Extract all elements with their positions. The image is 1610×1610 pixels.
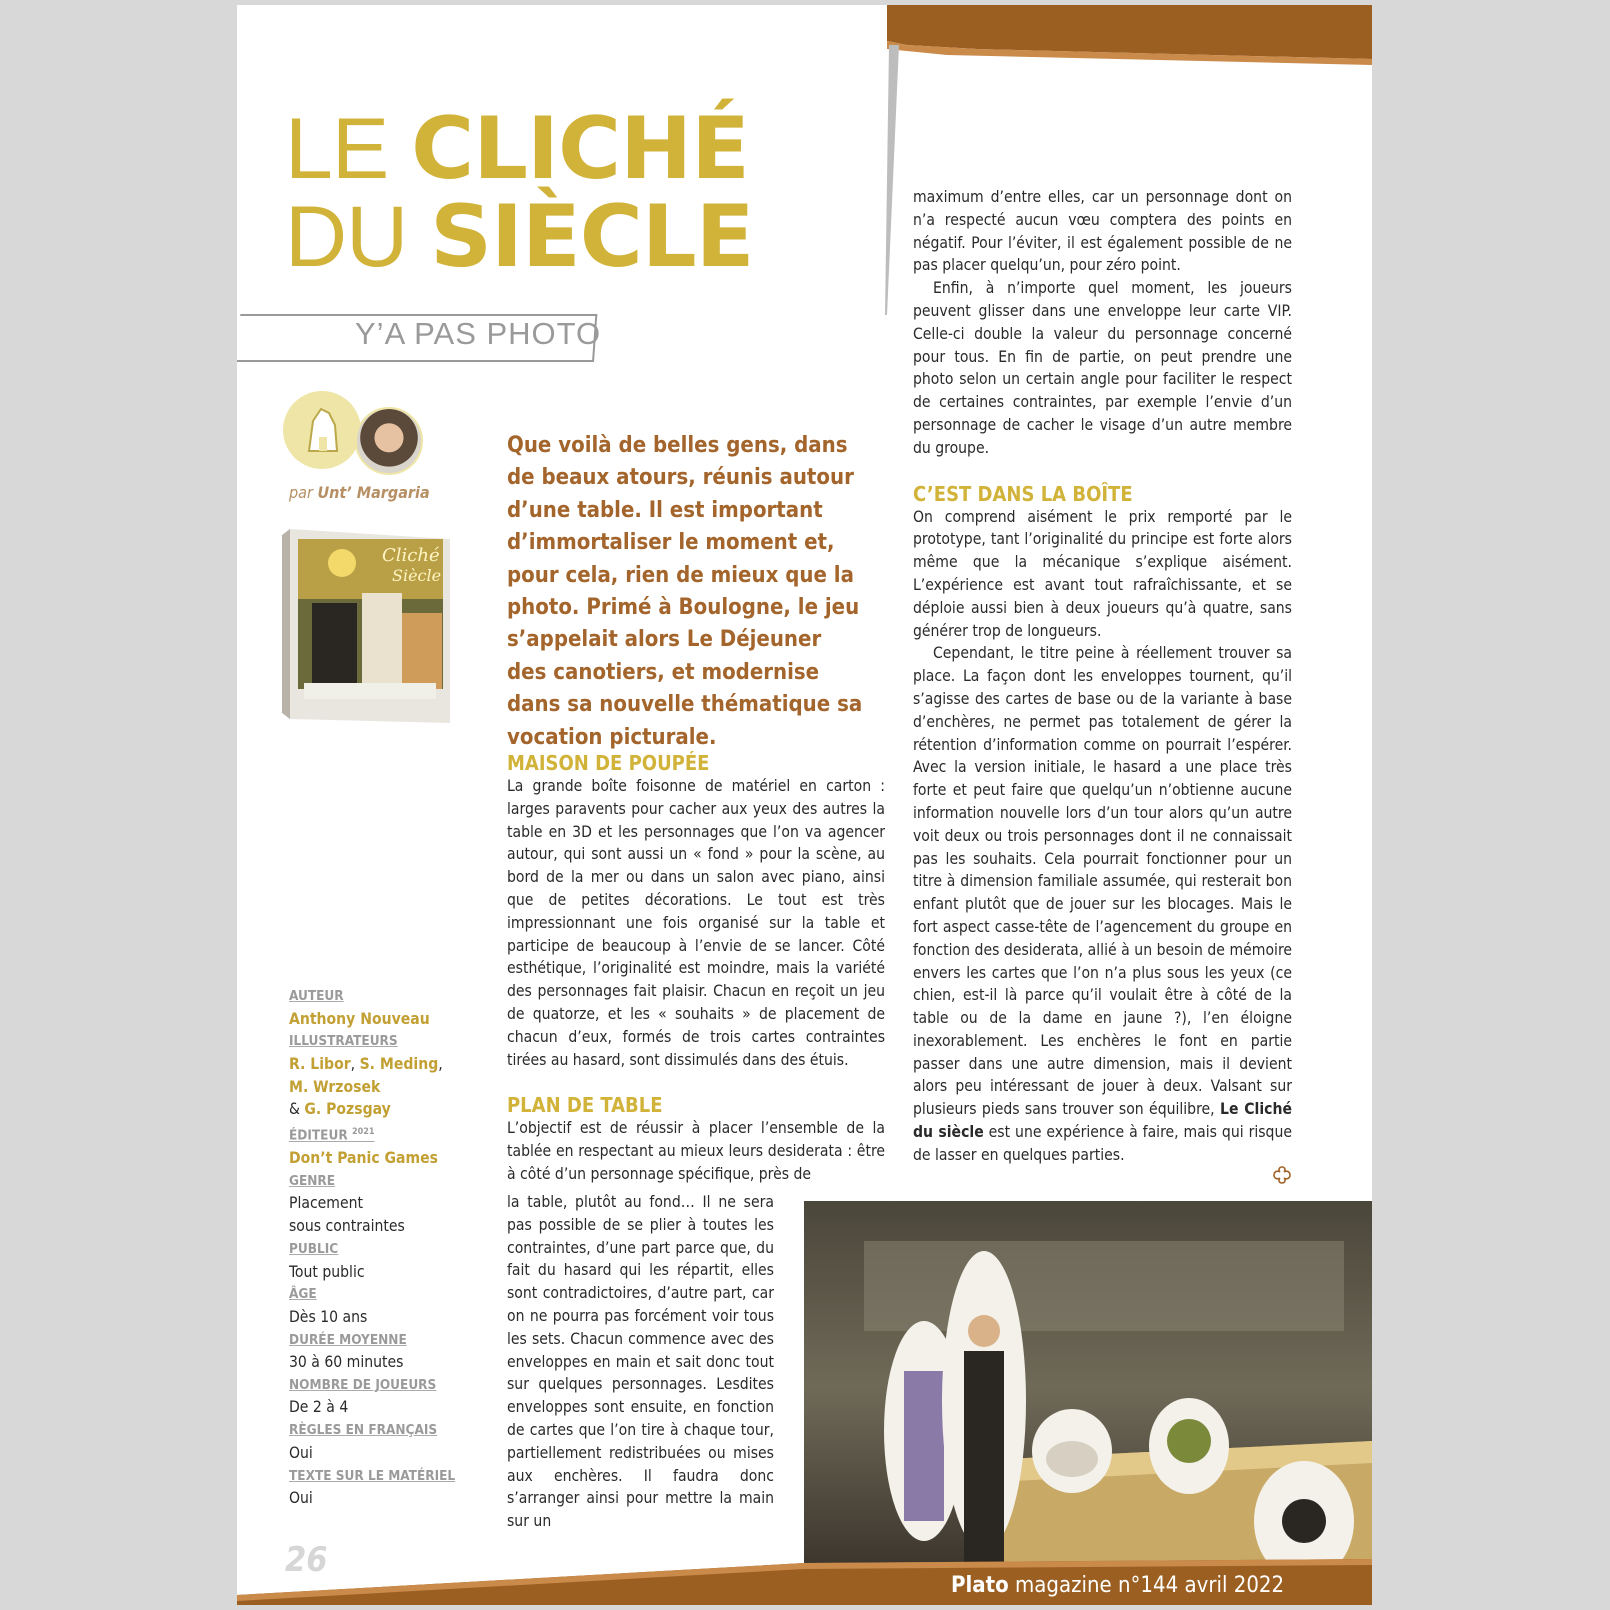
spec-editeur: Don’t Panic Games: [289, 1149, 438, 1168]
game-table-photo: [804, 1201, 1372, 1573]
spec-label-public: PUBLIC: [289, 1241, 339, 1258]
spec-label-regles: RÈGLES EN FRANÇAIS: [289, 1422, 438, 1439]
top-decorative-band: [887, 5, 1372, 65]
spec-age: Dès 10 ans: [289, 1307, 368, 1326]
spec-genre-1: Placement: [289, 1194, 363, 1213]
magazine-page: [237, 5, 1372, 1605]
spec-illustrateurs-row1: R. Libor, S. Meding,: [289, 1054, 443, 1073]
spec-illustrateurs-row2: M. Wrzosek: [289, 1077, 381, 1096]
column-three: [913, 186, 1292, 1167]
spec-joueurs: De 2 à 4: [289, 1398, 349, 1417]
author-avatar: [355, 407, 423, 475]
magazine-footer: Plato magazine n°144 avril 2022: [951, 1573, 1285, 1598]
text-col3-p2: Enfin, à n’importe quel moment, les joueurs peuvent glisser dans une enveloppe leur carte VIP. Celle-ci double la valeur du personnage concerné pour tous. En fin de partie, on peut prendre une photo selon un certain angle pour faciliter le respect de certaines contraintes, par exemple l’envie d’un personnage de cacher le visage d’un autre membre du groupe.: [913, 279, 1292, 457]
svg-text:Siècle: Siècle: [392, 566, 442, 585]
section-plan-continued: [507, 1191, 774, 1533]
text-col3-p4: Cependant, le titre peine à réellement trouver sa place. La façon dont les enveloppes tournent, qu’il s’agisse des cartes de base ou de la variante à base d’enchères, ne permet pas totalement de gérer la rétention d’information comme on pourrait l’espérer. Avec la version initiale, le hasard a une place très forte et peut faire que quelqu’un n’obtienne aucune information nouvelle lors d’un tour alors qu’un autre voit deux ou trois personnages dont il ne connaissait pas les souhaits. Cela pourrait fonctionner pour un titre à dimension familiale assumée, qui resterait bon enfant plutôt que de jouer sur les blocages. Mais le fort aspect casse-tête de l’agencement du groupe en fonction des desiderata, allié à un besoin de mémoire envers les cartes que l’on n’a plus sous les yeux (ce chien, est-il là parce qu’il voulait être à côté de la table ou de la dame en jaune ?), l’en éloigne inexorablement. Les enchères le font en partie passer dans une autre dimension, mais il devient alors peu intéressant de jouer à deux. Valsant sur plusieurs pieds sans trouver son équilibre, Le Cliché du siècle est une expérience à faire, mais qui risque de lasser en quelques parties.: [913, 644, 1292, 1164]
byline: par Unt’ Margaria: [289, 483, 430, 502]
text-col3-p3: On comprend aisément le prix remporté par le prototype, tant l’originalité du principe est forte alors même que la mécanique s’explique aisément. L’expérience est avant tout rafraîchissante, et se déploie aussi bien à deux joueurs qu’à quatre, sans générer trop de longueurs.: [913, 507, 1292, 640]
spec-label-texte: TEXTE SUR LE MATÉRIEL: [289, 1467, 456, 1484]
text-maison: La grande boîte foisonne de matériel en carton : larges paravents pour cacher aux yeux des autres la table en 3D et les personnages que l’on va agencer autour, qui sont aussi un « fond » pour la scène, au bord de la mer ou dans un salon avec piano, ainsi que de petites décorations. Le tout est très impressionnant une fois organisé sur la table et participe de beaucoup à l’envie de se lancer. Côté esthétique, l’originalité est moindre, mais la variété des personnages fait plaisir. Chacun en reçoit un jeu de quatorze, et les « souhaits » de placement de chacun d’eux, formés de trois cartes contraintes tirées au hasard, sont dissimulés dans des étuis.: [507, 777, 885, 1069]
spec-label-age: ÂGE: [289, 1286, 317, 1303]
spec-illustrateurs-row3: & G. Pozsgay: [289, 1100, 391, 1119]
author-mascot-avatar: [283, 391, 361, 469]
spec-label-editeur: ÉDITEUR $^{2021}$: [289, 1127, 375, 1144]
spec-label-auteur: AUTEUR: [289, 988, 344, 1004]
spec-genre-2: sous contraintes: [289, 1217, 405, 1236]
svg-text:Cliché: Cliché: [382, 545, 440, 566]
section-maison: [507, 751, 885, 1071]
text-plan-wide: L’objectif est de réussir à placer l’ensemble de la tablée en respectant au mieux leurs desiderata : être à côté d’un personnage spécifique, près de: [507, 1119, 885, 1183]
article-title: LE CLICHÉ DU SIÈCLE: [285, 99, 754, 287]
heading-plan: PLAN DE TABLE: [507, 1093, 663, 1117]
spec-label-genre: GENRE: [289, 1172, 336, 1189]
heading-maison: MAISON DE POUPÉE: [507, 751, 710, 775]
text-plan-narrow: la table, plutôt au fond… Il ne sera pas possible de se plier à toutes les contraintes, d’une part parce que, du fait du hasard qui les répartit, elles sont contradictoires, d’autre part, car on ne pourra pas forcément voir tous les sets. Chacun commence avec des enveloppes en main et sait donc tout sur quelques personnages. Lesdites enveloppes sont ensuite, en fonction de cartes que l’on tire à chaque tour, partiellement redistribuées ou mises aux enchères. Il faudra donc s’arranger ainsi pour mettre la main sur un: [507, 1193, 774, 1531]
end-of-article-icon: [1272, 1165, 1292, 1185]
spec-label-joueurs: NOMBRE DE JOUEURS: [289, 1376, 437, 1393]
spec-label-illustrateurs: ILLUSTRATEURS: [289, 1033, 398, 1050]
game-specs-sidebar: [289, 985, 489, 1510]
text-col3-p1: maximum d’entre elles, car un personnage dont on n’a respecté aucun vœu comptera des points en négatif. Pour l’éviter, il est également possible de ne pas placer quelqu’un, pour zéro point.: [913, 188, 1292, 275]
spec-duree: 30 à 60 minutes: [289, 1353, 404, 1372]
section-plan: [507, 1093, 885, 1185]
spec-regles: Oui: [289, 1443, 313, 1462]
lead-paragraph: Que voilà de belles gens, dans de beaux atours, réunis autour d’une table. Il est important d’immortaliser le moment et, pour cela, rien de mieux que la photo. Primé à Boulogne, le jeu s’appelait alors Le Déjeuner des canotiers, et modernise dans sa nouvelle thématique sa vocation picturale.: [507, 433, 863, 750]
column-divider-slant: [885, 45, 903, 315]
spec-label-duree: DURÉE MOYENNE: [289, 1331, 407, 1348]
heading-boite: C’EST DANS LA BOÎTE: [913, 481, 1133, 506]
spec-auteur: Anthony Nouveau: [289, 1009, 430, 1028]
spec-public: Tout public: [289, 1262, 365, 1281]
game-box-image: [282, 523, 462, 728]
spec-texte: Oui: [289, 1489, 313, 1508]
page-number: 26: [285, 1540, 328, 1580]
article-subtitle: Y’A PAS PHOTO: [355, 316, 602, 351]
